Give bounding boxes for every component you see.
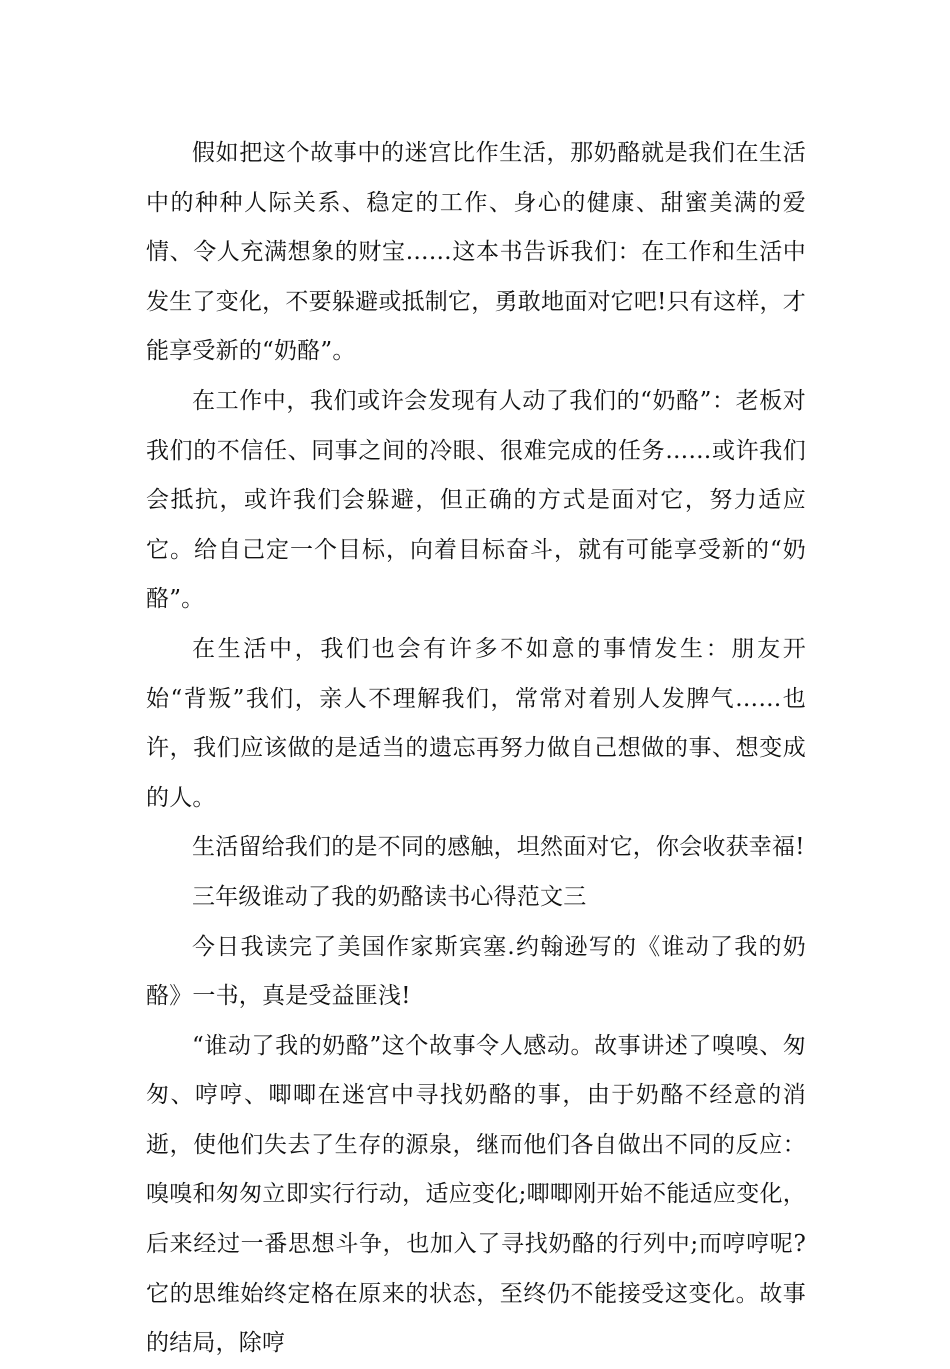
document-body xyxy=(146,129,806,1369)
paragraph-work: 在工作中，我们或许会发现有人动了我们的“奶酪”：老板对我们的不信任、同事之间的冷眼、很难完成的任务……或许我们会抵抗，或许我们会躲避，但正确的方式是面对它，努力适应它。给自己定一个目标，向着目标奋斗，就有可能享受新的“奶酪”。 xyxy=(146,387,806,613)
paragraph-cheese-metaphor: 假如把这个故事中的迷宫比作生活，那奶酪就是我们在生活中的种种人际关系、稳定的工作、身心的健康、甜蜜美满的爱情、令人充满想象的财宝……这本书告诉我们：在工作和生活中发生了变化，不要躲避或抵制它，勇敢地面对它吧!只有这样，才能享受新的“奶酪”。 xyxy=(146,140,806,365)
paragraph-story: “谁动了我的奶酪”这个故事令人感动。故事讲述了嗅嗅、匆匆、哼哼、唧唧在迷宫中寻找奶酪的事，由于奶酪不经意的消逝，使他们失去了生存的源泉，继而他们各自做出不同的反应：嗅嗅和匆匆立即实行行动，适应变化;唧唧刚开始不能适应变化，后来经过一番思想斗争，也加入了寻找奶酪的行列中;而哼哼呢?它的思维始终定格在原来的状态，至终仍不能接受这变化。故事的结局，除哼 xyxy=(146,1032,806,1357)
section-heading: 三年级谁动了我的奶酪读书心得范文三 xyxy=(192,883,587,910)
paragraph-conclusion: 生活留给我们的是不同的感触，坦然面对它，你会收获幸福! xyxy=(192,834,805,861)
paragraph-life: 在生活中，我们也会有许多不如意的事情发生：朋友开始“背叛”我们，亲人不理解我们，常常对着别人发脾气……也许，我们应该做的是适当的遗忘再努力做自己想做的事、想变成的人。 xyxy=(146,635,806,811)
paragraph-intro: 今日我读完了美国作家斯宾塞.约翰逊写的《谁动了我的奶酪》一书，真是受益匪浅! xyxy=(146,933,806,1010)
